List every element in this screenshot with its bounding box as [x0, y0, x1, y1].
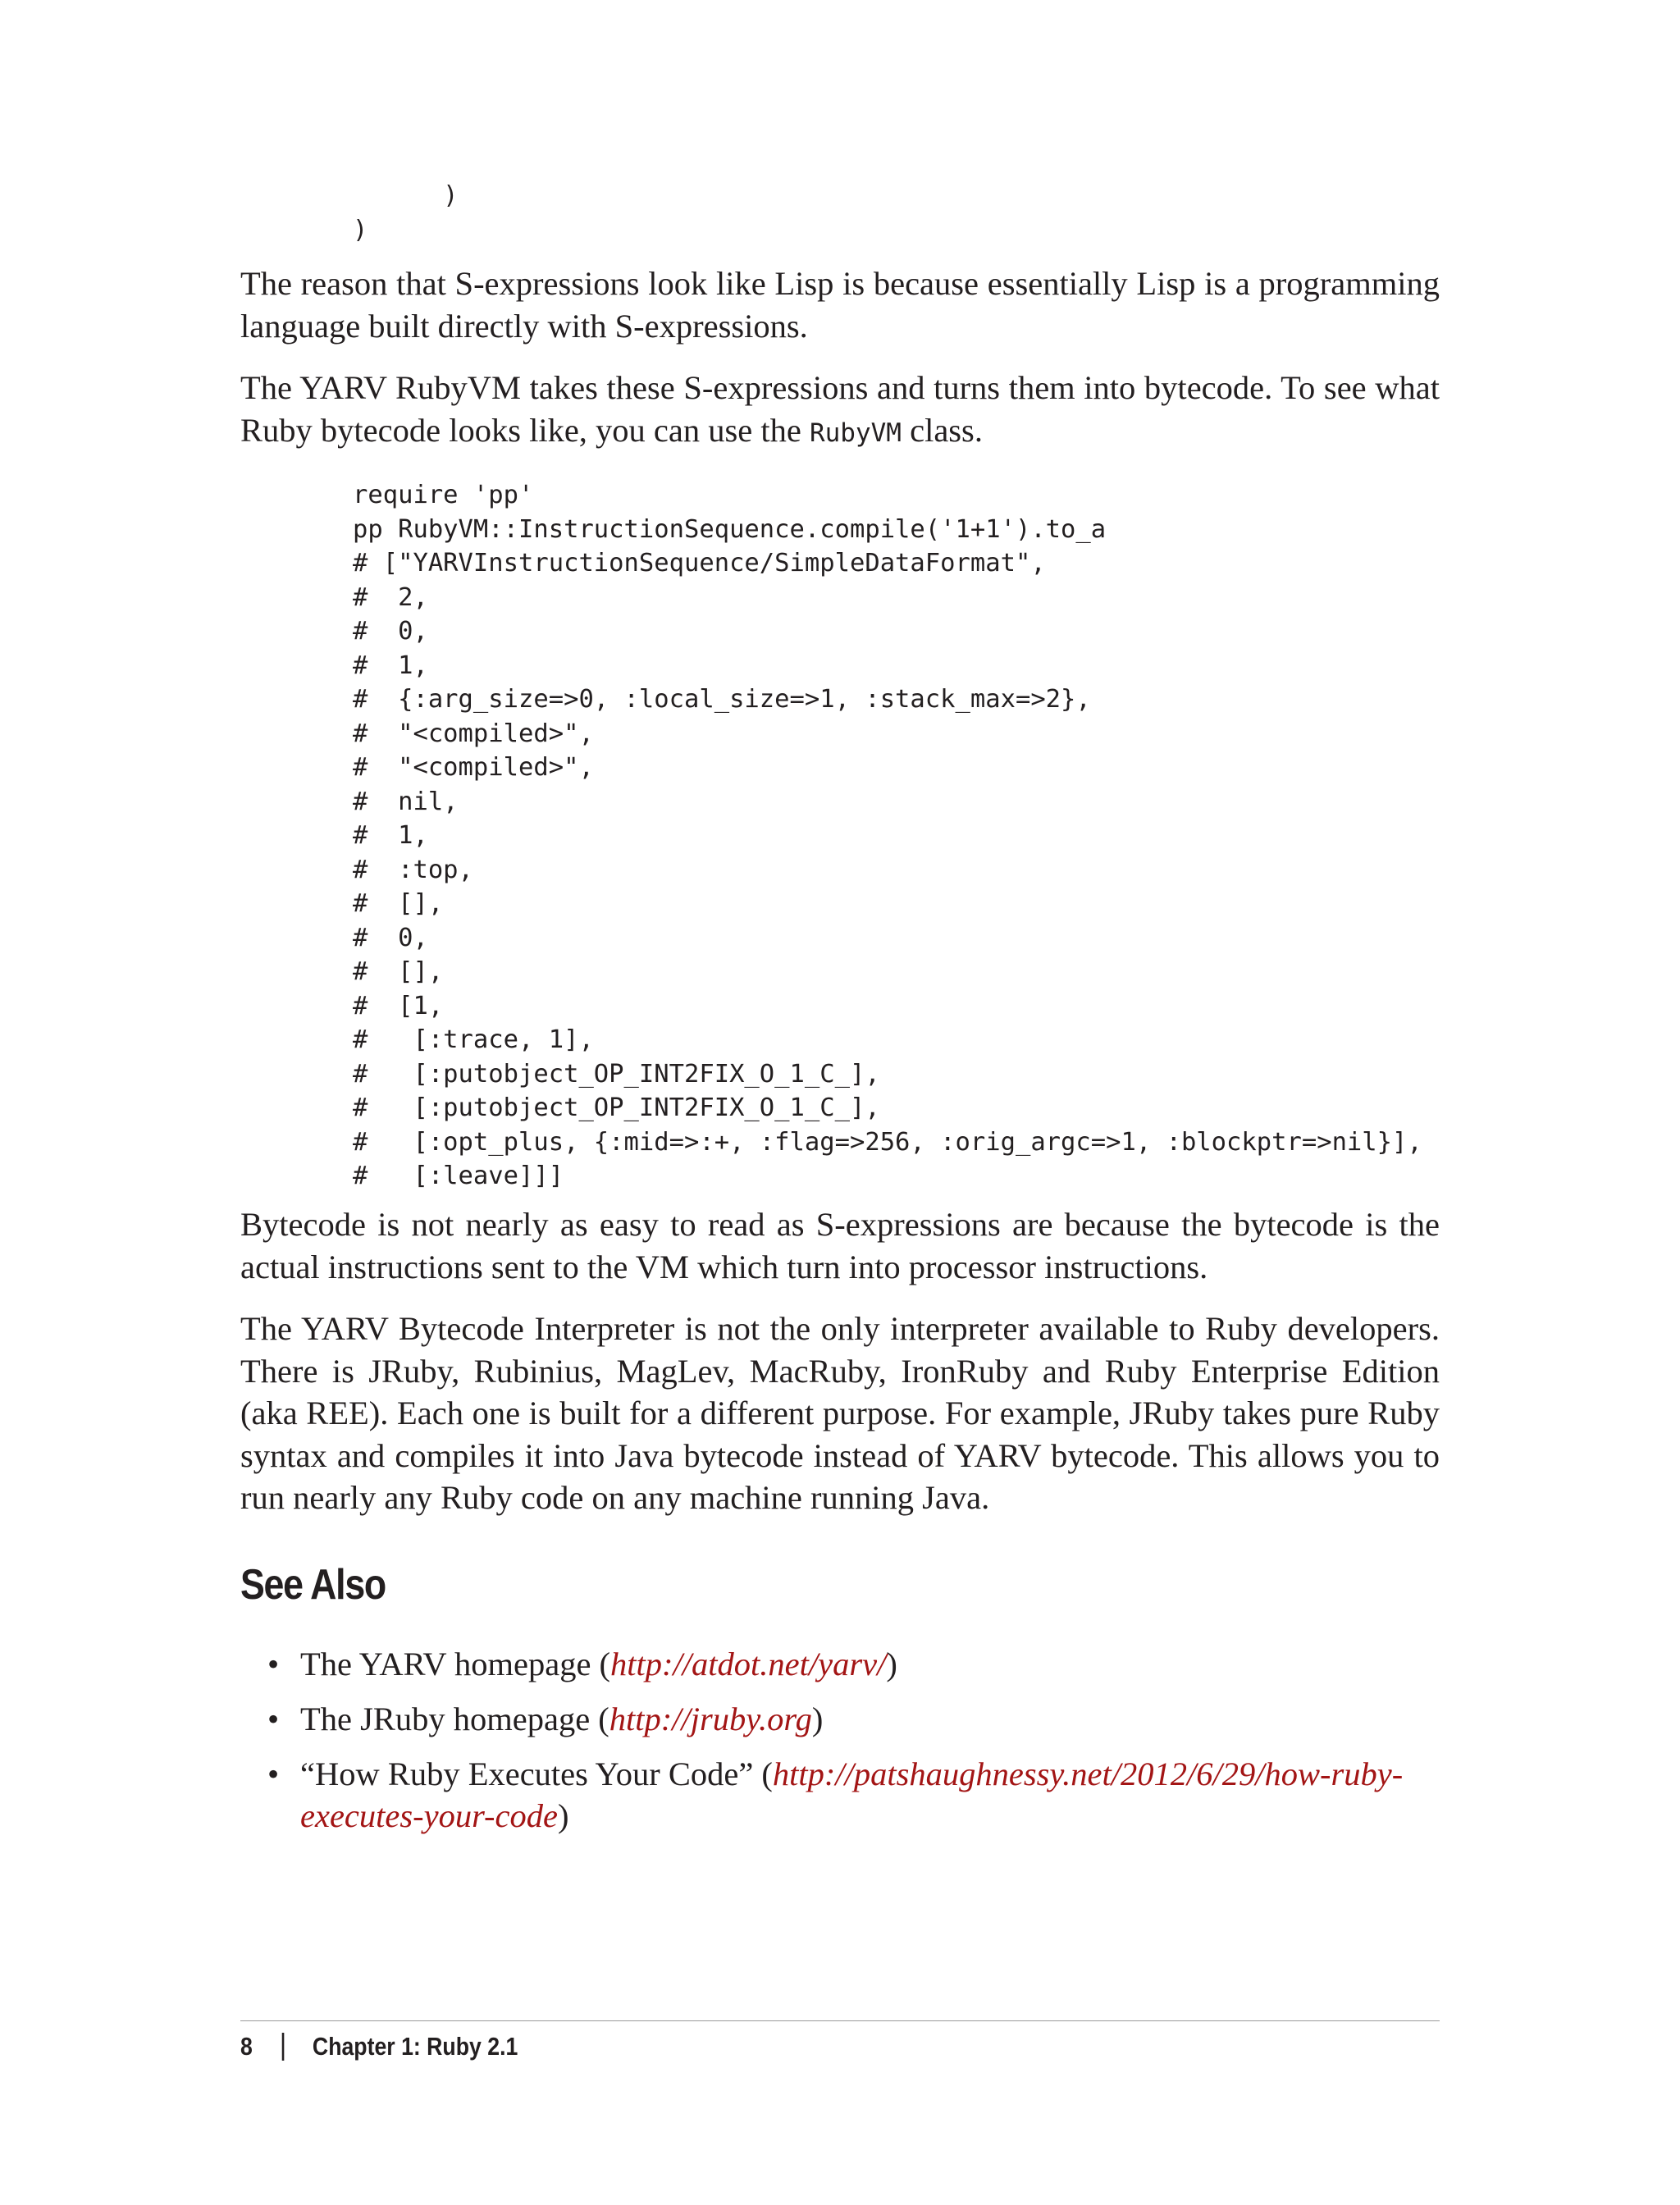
- chapter-title: Chapter 1: Ruby 2.1: [312, 2032, 518, 2061]
- list-item-suffix: ): [558, 1797, 569, 1834]
- list-item: [240, 1643, 1440, 1685]
- footer-divider: [240, 2020, 1440, 2021]
- list-item-prefix: “How Ruby Executes Your Code” (: [300, 1755, 773, 1792]
- paragraph-text-before: The YARV RubyVM takes these S-expressions and turns them into bytecode. To see what Ruby bytecode looks like, you can use the: [240, 369, 1440, 449]
- footer-separator: [282, 2033, 285, 2061]
- list-item: [240, 1698, 1440, 1740]
- paragraph-other-interpreters: The YARV Bytecode Interpreter is not the only interpreter available to Ruby developers. There is JRuby, Rubinius, MagLev, MacRuby, IronRuby and Ruby Enterprise Edition (aka REE). Each one is built for a different purpose. For example, JRuby takes pure Ruby syntax and compiles it into Java bytecode instead of YARV bytecode. This allows you to run nearly any Ruby code on any machine running Java.: [240, 1310, 1440, 1516]
- bullet-icon: •: [267, 1646, 280, 1682]
- list-item: [240, 1753, 1440, 1837]
- how-ruby-executes-link[interactable]: http://patshaughnessy.net/2012/6/29/how-ruby-executes-your-code: [300, 1755, 1404, 1834]
- bullet-icon: •: [267, 1701, 280, 1737]
- paragraph-bytecode-readability: Bytecode is not nearly as easy to read as S-expressions are because the bytecode is the actual instructions sent to the VM which turn into processor instructions.: [240, 1206, 1440, 1285]
- see-also-list: [240, 1643, 1440, 1850]
- paragraph-text-after: class.: [901, 411, 983, 449]
- code-block-closing-parens: ) ): [353, 181, 459, 244]
- bullet-icon: •: [267, 1755, 280, 1792]
- jruby-homepage-link[interactable]: http://jruby.org: [609, 1701, 812, 1737]
- page-footer: [240, 2030, 518, 2063]
- list-item-suffix: ): [886, 1646, 897, 1682]
- page-number: 8: [240, 2032, 253, 2061]
- inline-code-rubyvm: RubyVM: [809, 418, 902, 448]
- paragraph-s-expressions-lisp: The reason that S-expressions look like Lisp is because essentially Lisp is a programming language built directly with S-expressions.: [240, 265, 1440, 345]
- list-item-prefix: The YARV homepage (: [300, 1646, 611, 1682]
- paragraph-yarv-bytecode: [240, 367, 1440, 454]
- yarv-homepage-link[interactable]: http://atdot.net/yarv/: [610, 1646, 887, 1682]
- code-block-rubyvm-bytecode: require 'pp' pp RubyVM::InstructionSequence.compile('1+1').to_a # ["YARVInstructionSequence/SimpleDataFormat", # 2, # 0, # 1, # {:arg_size=>0, :local_size=>1, :stack_max=>2}, # "<compiled>", # "<compiled>", # nil, # 1, # :top, # [], # 0, # [], # [1, # [:trace, 1], # [:putobject_OP_INT2FIX_O_1_C_], # [:putobject_OP_INT2FIX_O_1_C_], # [:opt_plus, {:mid=>:+, :flag=>256, :orig_argc=>1, :blockptr=>nil}], # [:leave]]]: [353, 481, 1422, 1190]
- section-heading-see-also: See Also: [240, 1561, 386, 1609]
- list-item-prefix: The JRuby homepage (: [300, 1701, 609, 1737]
- list-item-suffix: ): [811, 1701, 824, 1737]
